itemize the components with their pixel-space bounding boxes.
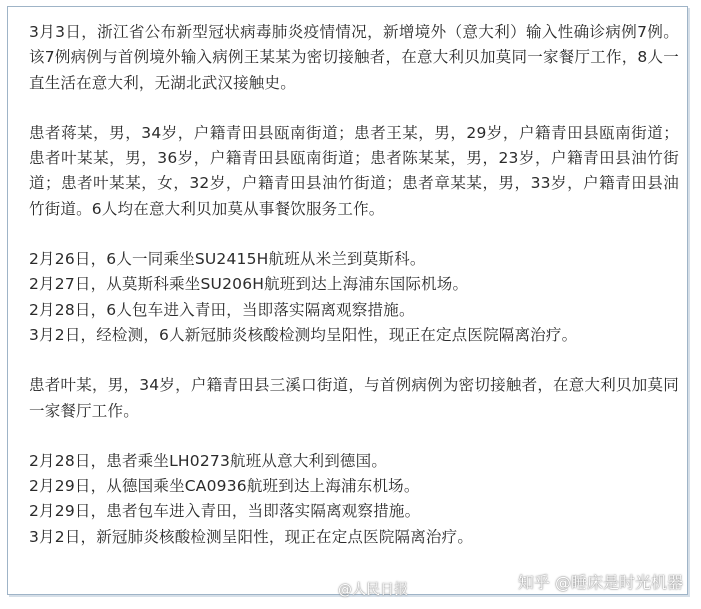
article-body (29, 20, 679, 550)
zhihu-watermark: 知乎 @睡床是时光机器 (517, 573, 683, 592)
weibo-watermark: @人民日报 (338, 582, 408, 598)
timeline-item: 3月2日，新冠肺炎核酸检测呈阳性，现正在定点医院隔离治疗。 (29, 527, 474, 546)
timeline-group-2 (29, 449, 679, 550)
document-frame (7, 6, 688, 595)
patients-paragraph: 患者蒋某，男，34岁，户籍青田县瓯南街道；患者王某，男，29岁，户籍青田县瓯南街道；患者叶某某，男，36岁，户籍青田县瓯南街道；患者陈某某，男，23岁，户籍青田县油竹街道；患者叶某某，女，32岁，户籍青田县油竹街道；患者章某某，男，33岁，户籍青田县油竹街道。6人均在意大利贝加莫从事餐饮服务工作。 (29, 123, 679, 218)
timeline-item: 2月27日，从莫斯科乘坐SU206H航班到达上海浦东国际机场。 (29, 275, 469, 294)
timeline-group-1 (29, 247, 679, 348)
timeline-item: 2月28日，患者乘坐LH0273航班从意大利到德国。 (29, 451, 388, 470)
intro-paragraph: 3月3日，浙江省公布新型冠状病毒肺炎疫情情况，新增境外（意大利）输入性确诊病例7例。该7例病例与首例境外输入病例王某某为密切接触者，在意大利贝加莫同一家餐厅工作，8人一直生活在意大利，无湖北武汉接触史。 (29, 23, 679, 92)
timeline-item: 2月26日，6人一同乘坐SU2415H航班从米兰到莫斯科。 (29, 250, 426, 269)
timeline-item: 2月28日，6人包车进入青田，当即落实隔离观察措施。 (29, 300, 415, 319)
timeline-item: 2月29日，从德国乘坐CA0936航班到达上海浦东机场。 (29, 477, 420, 496)
timeline-item: 2月29日，患者包车进入青田，当即落实隔离观察措施。 (29, 502, 421, 521)
patient-ye-paragraph: 患者叶某，男，34岁，户籍青田县三溪口街道，与首例病例为密切接触者，在意大利贝加莫同一家餐厅工作。 (29, 376, 679, 420)
timeline-item: 3月2日，经检测，6人新冠肺炎核酸检测均呈阳性，现正在定点医院隔离治疗。 (29, 325, 578, 344)
